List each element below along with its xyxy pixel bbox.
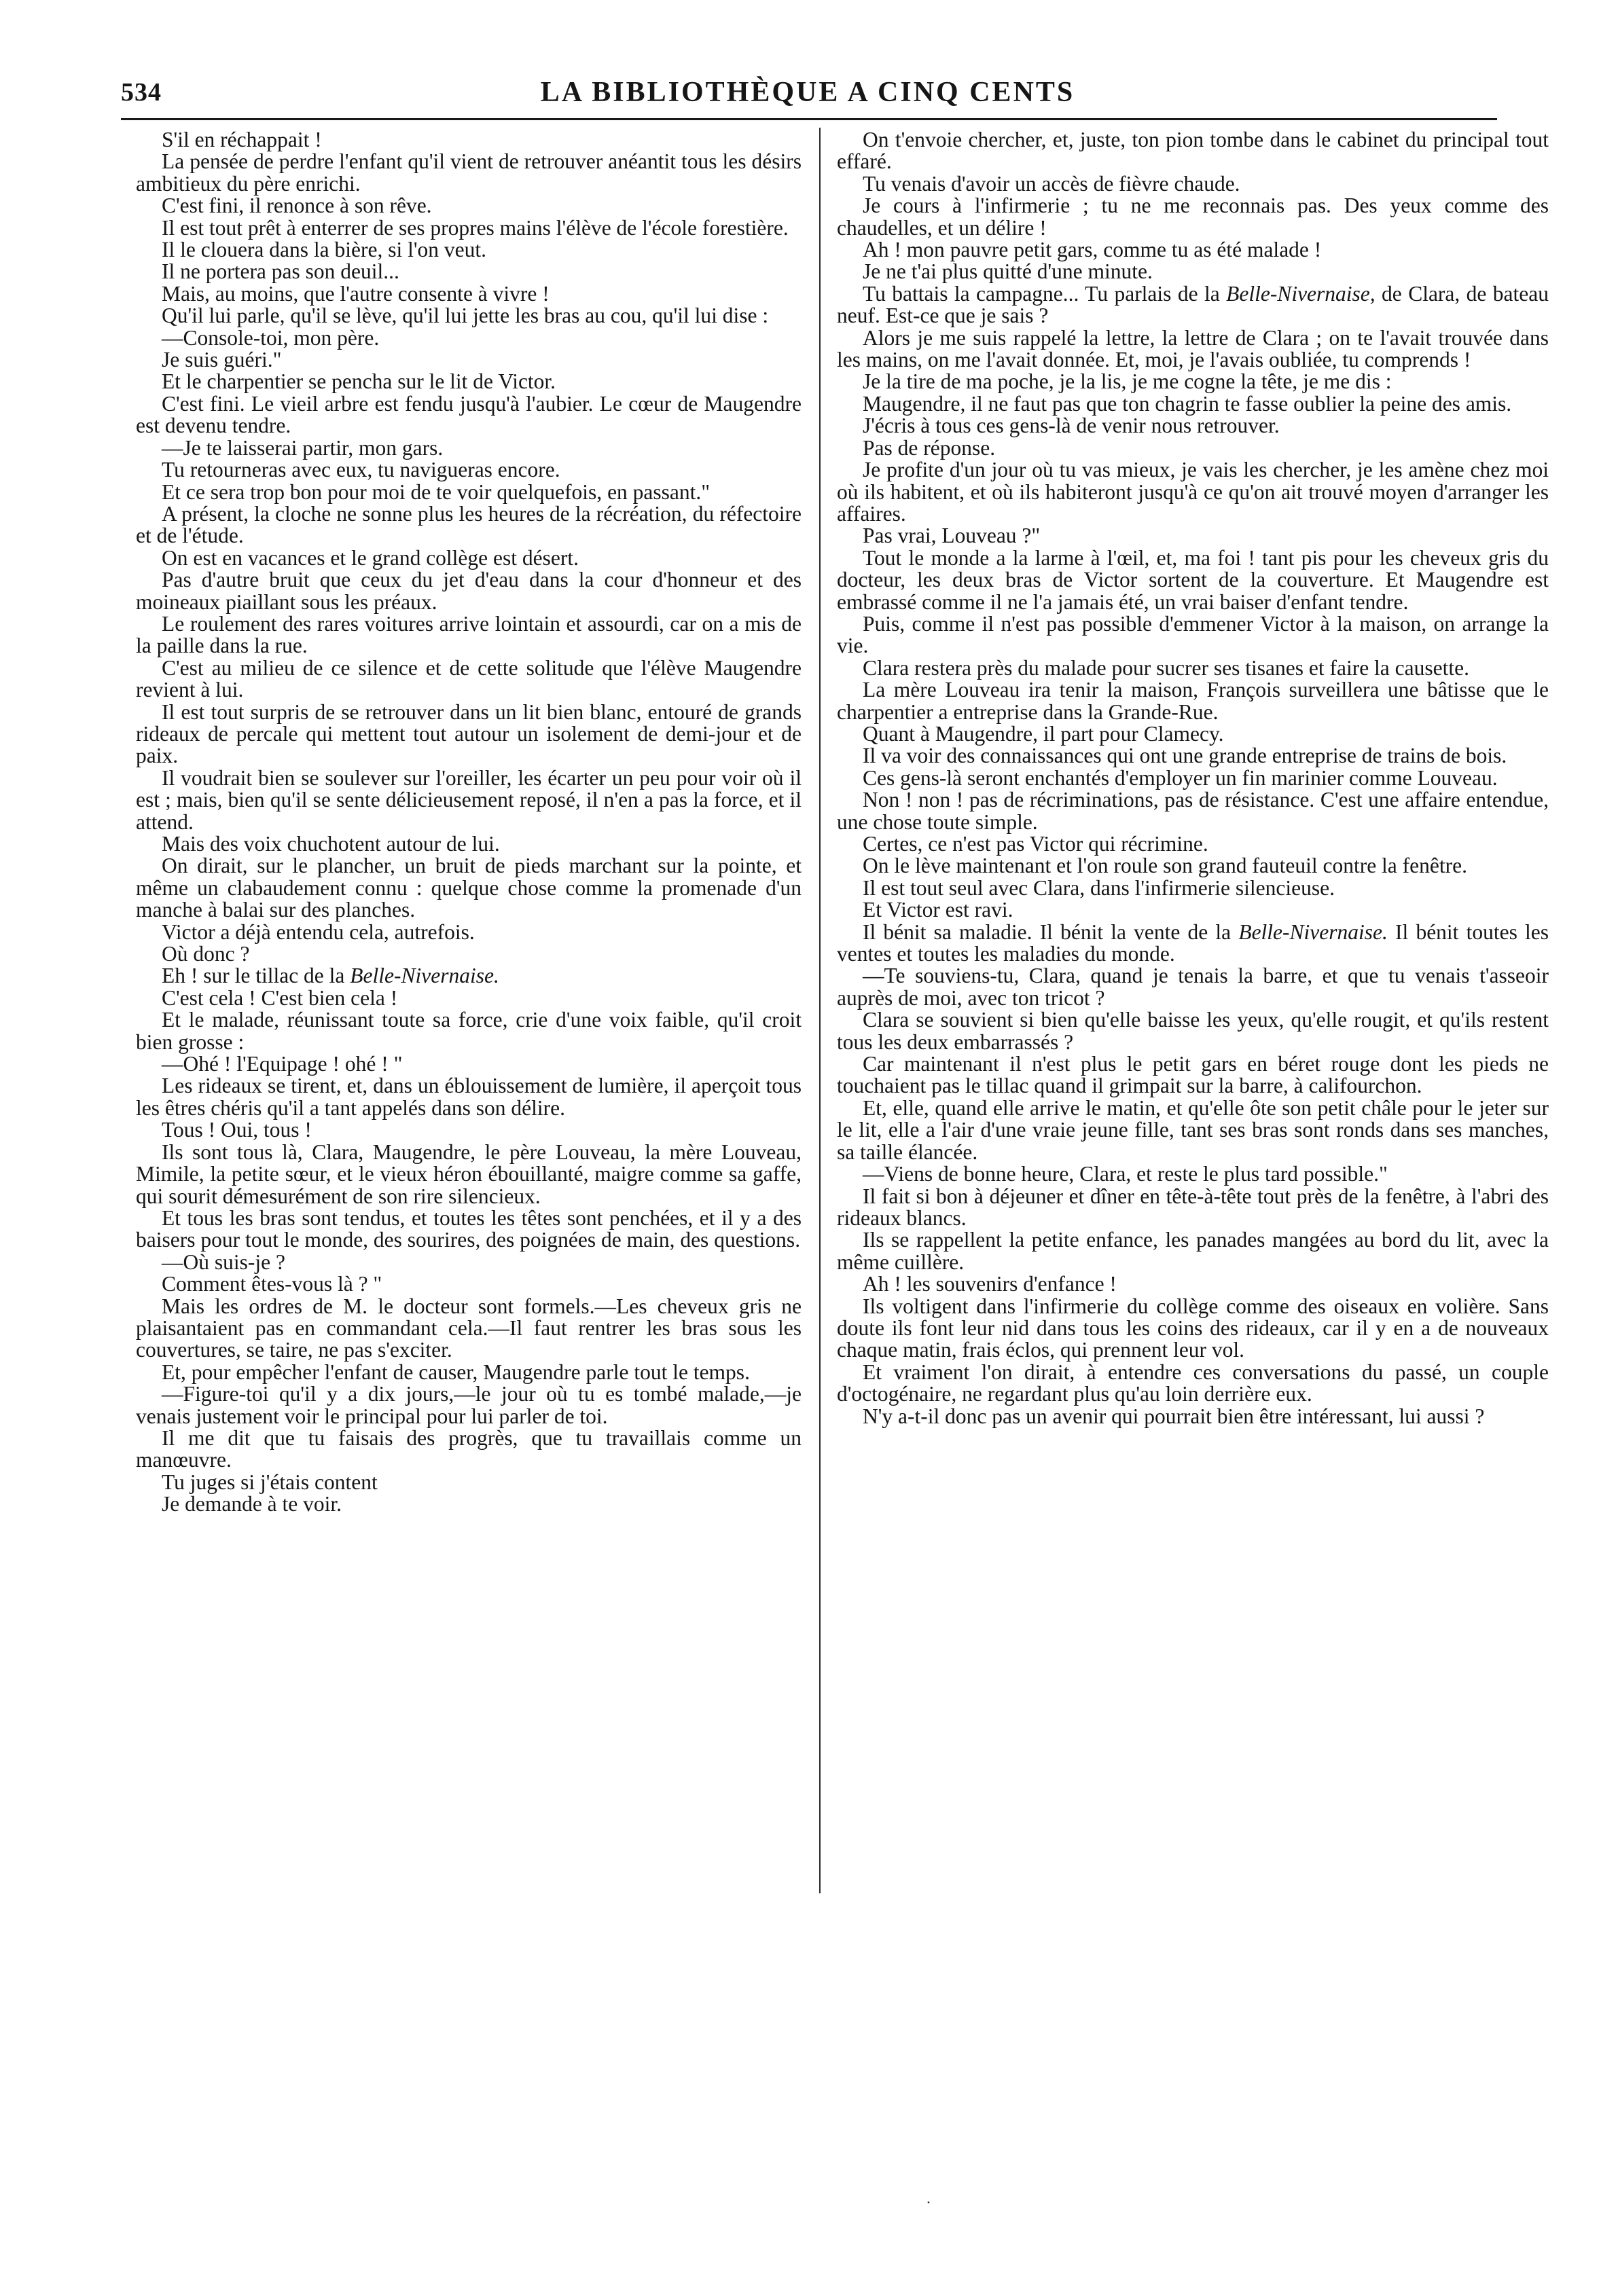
- paragraph-text: Ah ! les souvenirs d'enfance !: [863, 1272, 1117, 1296]
- paragraph: [136, 1273, 802, 1295]
- paragraph: [136, 569, 802, 613]
- paragraph: [136, 919, 802, 944]
- paragraph: [136, 129, 802, 151]
- italic-title: Belle-Nivernaise,: [1226, 281, 1376, 306]
- paragraph: [837, 195, 1549, 239]
- paragraph: [136, 437, 802, 459]
- paragraph-text: Victor a déjà entendu cela, autrefois.: [162, 919, 475, 944]
- paragraph: [136, 217, 802, 239]
- paragraph-text: Il est tout surpris de se retrouver dans un lit bien blanc, entouré de grands rideaux de percale qui mettent tout autour un isolement de demi-jour et de paix.: [136, 699, 802, 768]
- italic-title: Belle-Nivernaise.: [350, 964, 499, 988]
- paragraph-text: J'écris à tous ces gens-là de venir nous retrouver.: [863, 414, 1280, 438]
- paragraph-text: Et, pour empêcher l'enfant de causer, Maugendre parle tout le temps.: [162, 1360, 750, 1384]
- paragraph: [837, 173, 1549, 195]
- paragraph-text: Comment êtes-vous là ? ": [162, 1272, 382, 1296]
- paragraph: [837, 1296, 1549, 1362]
- paragraph-text: Mais des voix chuchotent autour de lui.: [162, 832, 500, 856]
- paragraph: [136, 1009, 802, 1053]
- paragraph-text: Car maintenant il n'est plus le petit gars en béret rouge dont les pieds ne touchaient pas le tillac quand il grimpait sur la barre, à califourchon.: [837, 1052, 1549, 1098]
- paragraph: [837, 459, 1549, 525]
- paragraph: [837, 1406, 1549, 1427]
- paragraph-text: Je la tire de ma poche, je la lis, je me cogne la tête, je me dis :: [863, 369, 1392, 394]
- paragraph: [837, 899, 1549, 921]
- paragraph: [837, 1097, 1549, 1163]
- paragraph: [136, 1427, 802, 1472]
- paragraph-text: Et Victor est ravi.: [863, 898, 1013, 922]
- paragraph-text: Il fait si bon à déjeuner et dîner en tête-à-tête tout près de la fenêtre, à l'abri des rideaux blancs.: [837, 1184, 1549, 1230]
- paragraph: [837, 239, 1549, 261]
- paragraph: [136, 459, 802, 481]
- paragraph: [837, 283, 1549, 327]
- paragraph: [837, 767, 1549, 789]
- paragraph-text: Et tous les bras sont tendus, et toutes les têtes sont penchées, et il y a des baisers pour tout le monde, des sourires, des poignées de main, des questions.: [136, 1205, 802, 1252]
- paragraph-text: Et, elle, quand elle arrive le matin, et qu'elle ôte son petit châle pour le jeter sur le lit, elle a l'air d'une vraie jeune fille, tant ses bras sont ronds dans ses manches, sa taille élancée.: [837, 1095, 1549, 1164]
- paragraph-text: Je suis guéri.": [162, 348, 282, 372]
- paragraph: [837, 1053, 1549, 1097]
- paragraph: [136, 481, 802, 503]
- paragraph: [837, 415, 1549, 437]
- paragraph-text: Certes, ce n'est pas Victor qui récrimine.: [863, 832, 1208, 856]
- paragraph-text: Tout le monde a la larme à l'œil, et, ma foi ! tant pis pour les cheveux gris du docteur, les deux bras de Victor sortent de la couverture. Et Maugendre est embrassé comme il ne l'a jamais été, un vrai baiser d'enfant tendre.: [837, 545, 1549, 614]
- page-number: 534: [121, 78, 162, 107]
- paragraph-text: Ils se rappellent la petite enfance, les panades mangées au bord du lit, avec la même cuillère.: [837, 1228, 1549, 1274]
- paragraph-text: Je profite d'un jour où tu vas mieux, je vais les chercher, je les amène chez moi où ils habitent, et où ils habiteront jusqu'à ce qu'on ait trouvé moyen d'arranger les affaires.: [837, 458, 1549, 526]
- right-column: [837, 129, 1549, 2078]
- paragraph-text: La mère Louveau ira tenir la maison, François surveillera une bâtisse que le charpentier a entreprise dans la Grande-Rue.: [837, 678, 1549, 724]
- paragraph: [837, 657, 1549, 679]
- paragraph: [136, 855, 802, 921]
- paragraph: [837, 1362, 1549, 1406]
- paragraph-text-after: de Clara, de bateau neuf. Est-ce que je sais ?: [837, 281, 1549, 328]
- paragraph: [837, 877, 1549, 899]
- paragraph: [136, 943, 802, 965]
- paragraph-text: —Console-toi, mon père.: [162, 325, 380, 350]
- paragraph-text: Il me dit que tu faisais des progrès, que tu travaillais comme un manœuvre.: [136, 1425, 802, 1472]
- paragraph: [837, 393, 1549, 415]
- paragraph-text: Il voudrait bien se soulever sur l'oreiller, les écarter un peu pour voir où il est ; mais, bien qu'il se sente délicieusement reposé, il n'en a pas la force, et il attend.: [136, 765, 802, 834]
- paragraph: [136, 1142, 802, 1207]
- paragraph: [837, 1186, 1549, 1230]
- paragraph: [136, 393, 802, 437]
- paragraph-text: —Où suis-je ?: [162, 1250, 285, 1274]
- paragraph-text: Quant à Maugendre, il part pour Clamecy.: [863, 721, 1224, 746]
- paragraph: [136, 327, 802, 349]
- paragraph-text: Puis, comme il n'est pas possible d'emmener Victor à la maison, on arrange la vie.: [837, 611, 1549, 658]
- paragraph-text: Clara se souvient si bien qu'elle baisse les yeux, qu'elle rougit, et qu'ils restent tous les deux embarrassés ?: [837, 1008, 1549, 1054]
- paragraph-text: Et le charpentier se pencha sur le lit de Victor.: [162, 369, 556, 394]
- paragraph: [837, 855, 1549, 877]
- column-divider: [819, 128, 821, 1893]
- paragraph: [136, 1207, 802, 1252]
- paragraph-text: Ils voltigent dans l'infirmerie du collège comme des oiseaux en volière. Sans doute ils font leur nid dans tous les coins des rideaux, car il y en a de nouveaux chaque matin, frais éclos, qui prennent leur vol.: [837, 1294, 1549, 1362]
- paragraph: [136, 1383, 802, 1427]
- paragraph: [837, 919, 1549, 966]
- stray-ink-mark: ·: [926, 2194, 931, 2212]
- paragraph-text: A présent, la cloche ne sonne plus les heures de la récréation, du réfectoire et de l'étude.: [136, 501, 802, 548]
- paragraph: [837, 327, 1549, 371]
- paragraph: [136, 613, 802, 657]
- paragraph: [136, 1053, 802, 1075]
- paragraph-text: Tous ! Oui, tous !: [162, 1118, 312, 1142]
- paragraph-text: Pas d'autre bruit que ceux du jet d'eau dans la cour d'honneur et des moineaux piaillant sous les préaux.: [136, 568, 802, 614]
- paragraph: [136, 305, 802, 327]
- paragraph-text: Il est tout prêt à enterrer de ses propres mains l'élève de l'école forestière.: [162, 215, 789, 240]
- paragraph: [837, 833, 1549, 855]
- paragraph: [136, 239, 802, 261]
- paragraph-text: Je ne t'ai plus quitté d'une minute.: [863, 259, 1153, 284]
- paragraph: [837, 437, 1549, 459]
- paragraph-text: Ils sont tous là, Clara, Maugendre, le père Louveau, la mère Louveau, Mimile, la petite sœur, et le vieux héron ébouillanté, maigre comme sa gaffe, qui sourit démesurément de son rire silencieux.: [136, 1140, 802, 1208]
- paragraph: [136, 987, 802, 1009]
- paragraph-text: Je cours à l'infirmerie ; tu ne me reconnais pas. Des yeux comme des chaudelles, et un délire !: [837, 194, 1549, 240]
- paragraph: [136, 1296, 802, 1362]
- paragraph-text: Pas de réponse.: [863, 435, 996, 460]
- paragraph: [837, 789, 1549, 833]
- paragraph: [136, 1119, 802, 1141]
- paragraph-text: Eh ! sur le tillac de la: [162, 964, 345, 988]
- paragraph: [136, 503, 802, 547]
- paragraph-text: Clara restera près du malade pour sucrer ses tisanes et faire la causette.: [863, 655, 1469, 680]
- paragraph-text: —Viens de bonne heure, Clara, et reste le plus tard possible.": [863, 1162, 1388, 1186]
- paragraph-text: Il ne portera pas son deuil...: [162, 259, 399, 284]
- paragraph: [136, 283, 802, 305]
- paragraph-text: Tu juges si j'étais content: [162, 1470, 378, 1494]
- paragraph-text: Non ! non ! pas de récriminations, pas de résistance. C'est une affaire entendue, une chose toute simple.: [837, 788, 1549, 834]
- paragraph-text: On est en vacances et le grand collège est désert.: [162, 545, 579, 570]
- paragraph-text: —Figure-toi qu'il y a dix jours,—le jour où tu es tombé malade,—je venais justement voir le principal pour lui parler de toi.: [136, 1382, 802, 1428]
- paragraph-text: Mais, au moins, que l'autre consente à vivre !: [162, 281, 550, 306]
- paragraph-text: S'il en réchappait !: [162, 129, 322, 151]
- paragraph-text: —Je te laisserai partir, mon gars.: [162, 435, 444, 460]
- paragraph-text: Maugendre, il ne faut pas que ton chagrin te fasse oublier la peine des amis.: [863, 391, 1512, 416]
- paragraph-text: C'est au milieu de ce silence et de cette solitude que l'élève Maugendre revient à lui.: [136, 655, 802, 702]
- paragraph: [837, 371, 1549, 393]
- paragraph: [136, 767, 802, 833]
- paragraph: [136, 261, 802, 283]
- paragraph: [136, 1075, 802, 1119]
- header-rule: [121, 118, 1497, 120]
- paragraph: [136, 195, 802, 217]
- paragraph-text: Les rideaux se tirent, et, dans un éblouissement de lumière, il aperçoit tous les êtres chéris qu'il a tant appelés dans son délire.: [136, 1074, 802, 1120]
- left-column: [136, 129, 802, 2078]
- paragraph: [136, 833, 802, 855]
- paragraph-text: Il le clouera dans la bière, si l'on veut.: [162, 238, 487, 262]
- paragraph-text: Pas vrai, Louveau ?": [863, 524, 1041, 548]
- paragraph-text: Et ce sera trop bon pour moi de te voir quelquefois, en passant.": [162, 479, 711, 504]
- paragraph-text: Tu battais la campagne... Tu parlais de la: [863, 281, 1220, 306]
- paragraph-text: C'est cela ! C'est bien cela !: [162, 985, 398, 1010]
- paragraph: [136, 657, 802, 701]
- paragraph-text: Ah ! mon pauvre petit gars, comme tu as été malade !: [863, 238, 1322, 262]
- paragraph: [136, 151, 802, 195]
- paragraph: [837, 547, 1549, 613]
- paragraph-text: On t'envoie chercher, et, juste, ton pion tombe dans le cabinet du principal tout effaré.: [837, 129, 1549, 174]
- paragraph: [837, 129, 1549, 173]
- paragraph: [837, 965, 1549, 1009]
- paragraph: [837, 745, 1549, 767]
- paragraph-text: Il va voir des connaissances qui ont une grande entreprise de trains de bois.: [863, 744, 1507, 768]
- paragraph: [136, 1252, 802, 1273]
- paragraph: [136, 1362, 802, 1383]
- paragraph-text: —Ohé ! l'Equipage ! ohé ! ": [162, 1052, 403, 1076]
- paragraph: [136, 1472, 802, 1493]
- paragraph: [136, 349, 802, 371]
- journal-title: LA BIBLIOTHÈQUE A CINQ CENTS: [540, 77, 1075, 108]
- paragraph-text: Où donc ?: [162, 942, 250, 966]
- running-header: [121, 73, 1494, 114]
- paragraph: [136, 965, 802, 987]
- paragraph-text: Alors je me suis rappelé la lettre, la lettre de Clara ; on te l'avait trouvée dans les mains, on me l'avait donnée. Et, moi, je l'avais oubliée, tu comprends !: [837, 325, 1549, 372]
- paragraph-text-after: Il bénit toutes les ventes et toutes les maladies du monde.: [837, 919, 1549, 966]
- paragraph-text: Je demande à te voir.: [162, 1492, 342, 1516]
- paragraph-text: Et vraiment l'on dirait, à entendre ces conversations du passé, un couple d'octogénaire, ne regardant plus qu'au loin derrière eux.: [837, 1360, 1549, 1406]
- paragraph-text: Tu retourneras avec eux, tu navigueras encore.: [162, 458, 560, 482]
- paragraph: [136, 547, 802, 569]
- paragraph: [837, 679, 1549, 723]
- paragraph: [136, 371, 802, 393]
- paragraph-text: Et le malade, réunissant toute sa force, crie d'une voix faible, qu'il croit bien grosse :: [136, 1008, 802, 1054]
- paragraph: [837, 1229, 1549, 1273]
- paragraph: [837, 1163, 1549, 1185]
- paragraph: [837, 1273, 1549, 1295]
- paragraph-text: On dirait, sur le plancher, un bruit de pieds marchant sur la pointe, et même un clabaudement connu : quelque chose comme la promenade d'un manche à balai sur des planches.: [136, 854, 802, 922]
- paragraph-text: Ces gens-là seront enchantés d'employer un fin marinier comme Louveau.: [863, 765, 1498, 790]
- paragraph: [837, 261, 1549, 283]
- paragraph: [837, 723, 1549, 745]
- paragraph-text: Tu venais d'avoir un accès de fièvre chaude.: [863, 171, 1240, 196]
- italic-title: Belle-Nivernaise.: [1238, 919, 1388, 944]
- paragraph: [837, 525, 1549, 547]
- paragraph-text: La pensée de perdre l'enfant qu'il vient de retrouver anéantit tous les désirs ambitieux du père enrichi.: [136, 149, 802, 196]
- paragraph-text: Il est tout seul avec Clara, dans l'infirmerie silencieuse.: [863, 875, 1335, 900]
- paragraph-text: Qu'il lui parle, qu'il se lève, qu'il lui jette les bras au cou, qu'il lui dise :: [162, 304, 769, 328]
- paragraph-text: Mais les ordres de M. le docteur sont formels.—Les cheveux gris ne plaisantaient pas en commandant cela.—Il faut rentrer les bras sous les couvertures, se taire, ne pas s'exciter.: [136, 1294, 802, 1362]
- paragraph-text: —Te souviens-tu, Clara, quand je tenais la barre, et que tu venais t'asseoir auprès de moi, avec ton tricot ?: [837, 964, 1549, 1010]
- paragraph-text: Le roulement des rares voitures arrive lointain et assourdi, car on a mis de la paille dans la rue.: [136, 611, 802, 658]
- paragraph: [136, 1493, 802, 1515]
- paragraph: [136, 701, 802, 767]
- paragraph-text: N'y a-t-il donc pas un avenir qui pourrait bien être intéressant, lui aussi ?: [863, 1404, 1485, 1428]
- paragraph-text: C'est fini, il renonce à son rêve.: [162, 194, 432, 218]
- paragraph-text: On le lève maintenant et l'on roule son grand fauteuil contre la fenêtre.: [863, 854, 1467, 878]
- paragraph: [837, 613, 1549, 657]
- paragraph: [837, 1009, 1549, 1053]
- paragraph-text: C'est fini. Le vieil arbre est fendu jusqu'à l'aubier. Le cœur de Maugendre est devenu tendre.: [136, 391, 802, 438]
- paragraph-text: Il bénit sa maladie. Il bénit la vente de la: [863, 919, 1232, 944]
